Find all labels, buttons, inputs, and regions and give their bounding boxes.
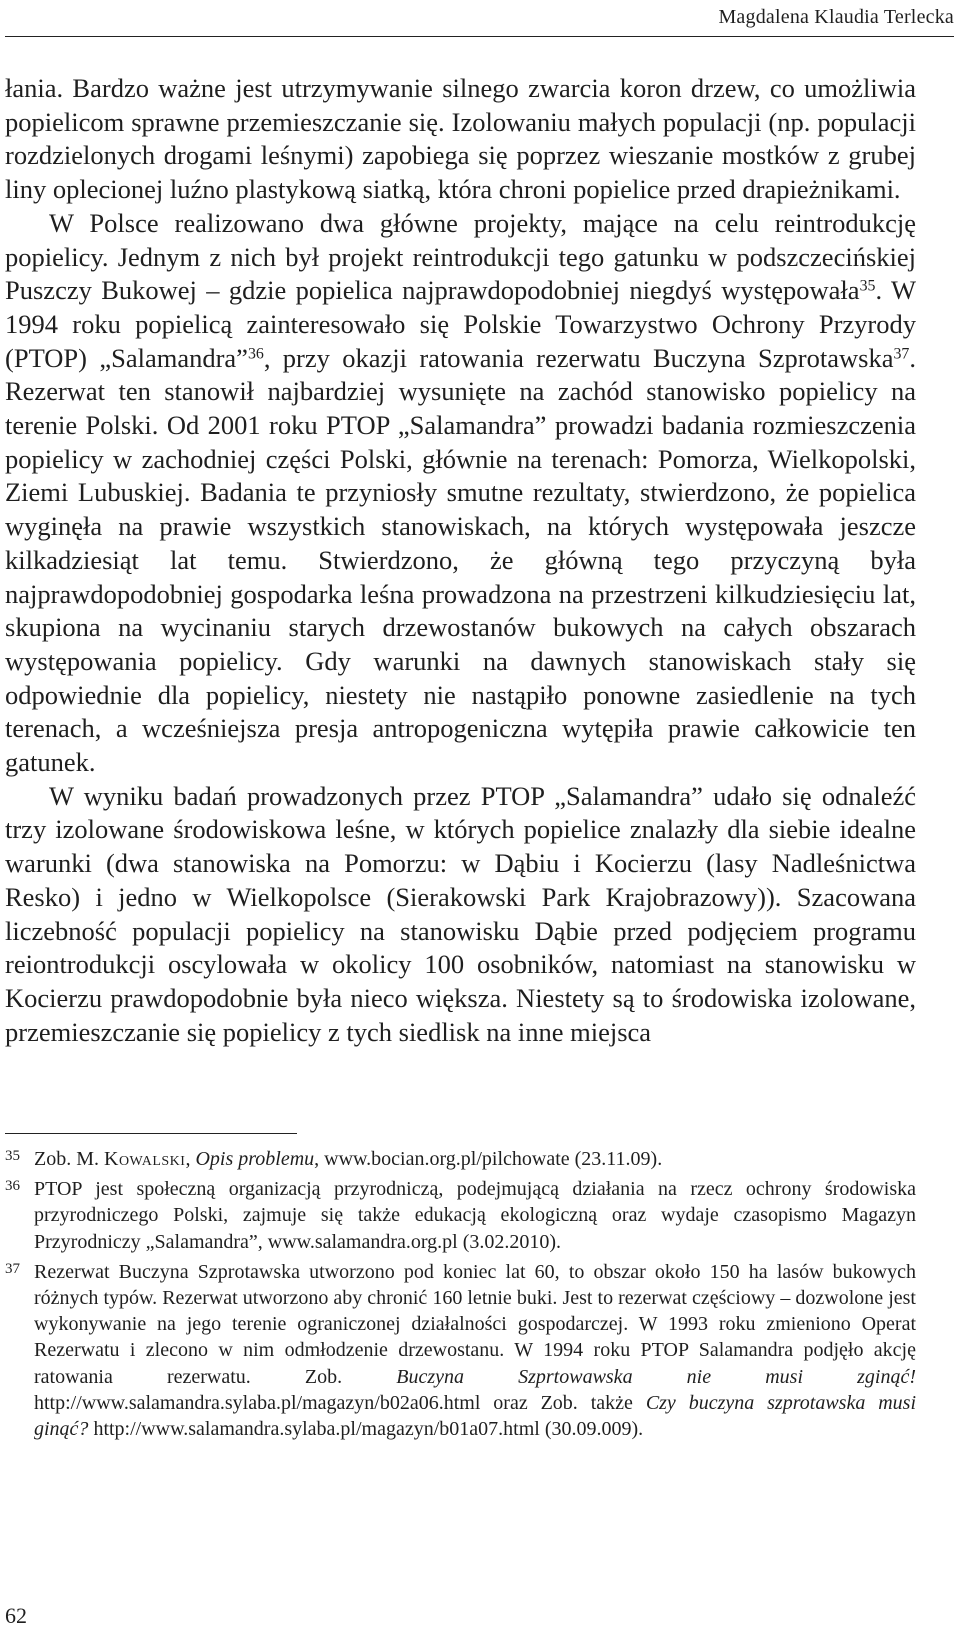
footnote-35 [5,1146,916,1172]
footnote-number: 37 [5,1260,20,1277]
footnote-number: 35 [5,1148,20,1164]
running-header [5,0,954,37]
footnote-title: Czy buczyna szprotawska musi ginąć? [34,1391,917,1441]
footnote-ref-37[interactable]: 37 [893,344,910,362]
footnote-text-part: http://www.salamandra.sylaba.pl/magazyn/b01a07.html (30.09.009). [88,1418,644,1441]
footnote-ref-35[interactable]: 35 [859,277,876,295]
page-number: 62 [5,1603,27,1628]
footnotes [5,1146,916,1446]
footnote-title: Opis problemu [195,1148,315,1170]
footnote-36 [5,1176,916,1255]
footnote-text-part: , [185,1148,196,1170]
paragraph-2-part-b: . W 1994 roku popielicą zainteresowało się Polskie Towarzystwo Ochrony Przyrody (PTOP) „Salamandra” [5,275,916,373]
footnote-text [34,1259,916,1442]
footnote-ref-36[interactable]: 36 [247,344,264,362]
header-author: Magdalena Klaudia Terlecka [718,6,954,28]
footnote-text-part: Zob. M. [34,1148,104,1170]
footnote-title: Buczyna Szprtowawska nie musi zginąć! [396,1365,916,1388]
footnote-text-part: , www.bocian.org.pl/pilchowate (23.11.09). [314,1148,663,1170]
paragraph-2 [5,207,916,780]
paragraph-3: W wyniku badań prowadzonych przez PTOP „Salamandra” udało się odnaleźć trzy izolowane środowiskowa leśne, w których popielice znalazły dla siebie idealne warunki (dwa stanowiska na Pomorzu: w Dąbiu i Kocierzu (lasy Nadleśnictwa Resko) i jedno w Wielkopolsce (Sierakowski Park Krajobrazowy)). Szacowana liczebność populacji popielicy na stanowisku Dąbie przed podjęciem programu reiontrodukcji oscylowała w okolicy 100 osobników, natomiast na stanowisku w Kocierzu prawdopodobnie była nieco większa. Niestety są to środowiska izolowane, przemieszczanie się popielicy z tych siedlisk na inne miejsca [5,780,916,1047]
paragraph-2-part-a: W Polsce realizowano dwa główne projekty, mające na celu reintrodukcję popielicy. Jednym z nich był projekt reintrodukcji tego gatunku w podszczecińskiej Puszczy Bukowej – gdzie popielica najprawdopodobniej niegdyś występowała [5,207,916,306]
footnote-text: PTOP jest społeczną organizacją przyrodniczą, podejmującą działania na rzecz ochrony środowiska przyrodniczego Polski, zajmuje się także edukacją ekologiczną oraz wydaje czasopismo Magazyn Przyrodniczy „Salamandra”, www.salamandra.org.pl (3.02.2010). [34,1178,916,1253]
footnote-text-part: http://www.salamandra.sylaba.pl/magazyn/b02a06.html oraz Zob. także [34,1391,646,1414]
footnote-author: Kowalski [104,1148,186,1170]
main-text [5,72,916,1049]
paragraph-1: łania. Bardzo ważne jest utrzymywanie silnego zwarcia koron drzew, co umożliwia popielicom sprawne przemieszczanie się. Izolowaniu małych populacji (np. populacji rozdzielonych drogami leśnymi) zapobiega się poprzez wieszanie mostków z grubej liny oplecionej luźno plastykową siatką, która chroni popielice przed drapieżnikami. [5,73,916,205]
footnote-number: 36 [5,1178,20,1195]
footnote-text [34,1146,916,1172]
paragraph-2-part-d: . Rezerwat ten stanowił najbardziej wysunięte na zachód stanowisko popielicy na terenie Polski. Od 2001 roku PTOP „Salamandra” prowadzi badania rozmieszczenia popielicy w zachodniej części Polski, głównie na terenach: Pomorza, Wielkopolski, Ziemi Lubuskiej. Badania te przyniosły smutne rezultaty, stwierdzono, że popielica wyginęła na prawie wszystkich stanowiskach, na których występowała jeszcze kilkadziesiąt lat temu. Stwierdzono, że główną tego przyczyną była najprawdopodobniej gospodarka leśna prowadzona na przestrzeni kilkudziesięciu lat, skupiona na wycinaniu starych drzewostanów bukowych na całych obszarach występowania popielicy. Gdy warunki na dawnych stanowiskach stały się odpowiednie dla popielicy, niestety nie nastąpiło ponowne zasiedlenie na tych terenach, a wcześniejsza presja antropogeniczna wytępiła prawie całkowicie ten gatunek. [5,342,916,778]
footnote-37 [5,1259,916,1442]
footnote-separator [5,1133,297,1134]
footnote-text-part: Rezerwat Buczyna Szprotawska utworzono pod koniec lat 60, to obszar około 150 ha lasów bukowych różnych typów. Rezerwat utworzono aby chronić 160 letnie buki. Jest to rezerwat częściowy – dozwolone jest wykonywanie na jego terenie ograniczonej działalności gospodarczej. W 1993 roku zmieniono Operat Rezerwatu i zlecono w nim odmłodzenie drzewostanu. W 1994 roku PTOP Salamandra podjęło akcję ratowania rezerwatu. Zob. [34,1260,916,1388]
paragraph-2-part-c: , przy okazji ratowania rezerwatu Buczyna Szprotawska [263,342,894,373]
